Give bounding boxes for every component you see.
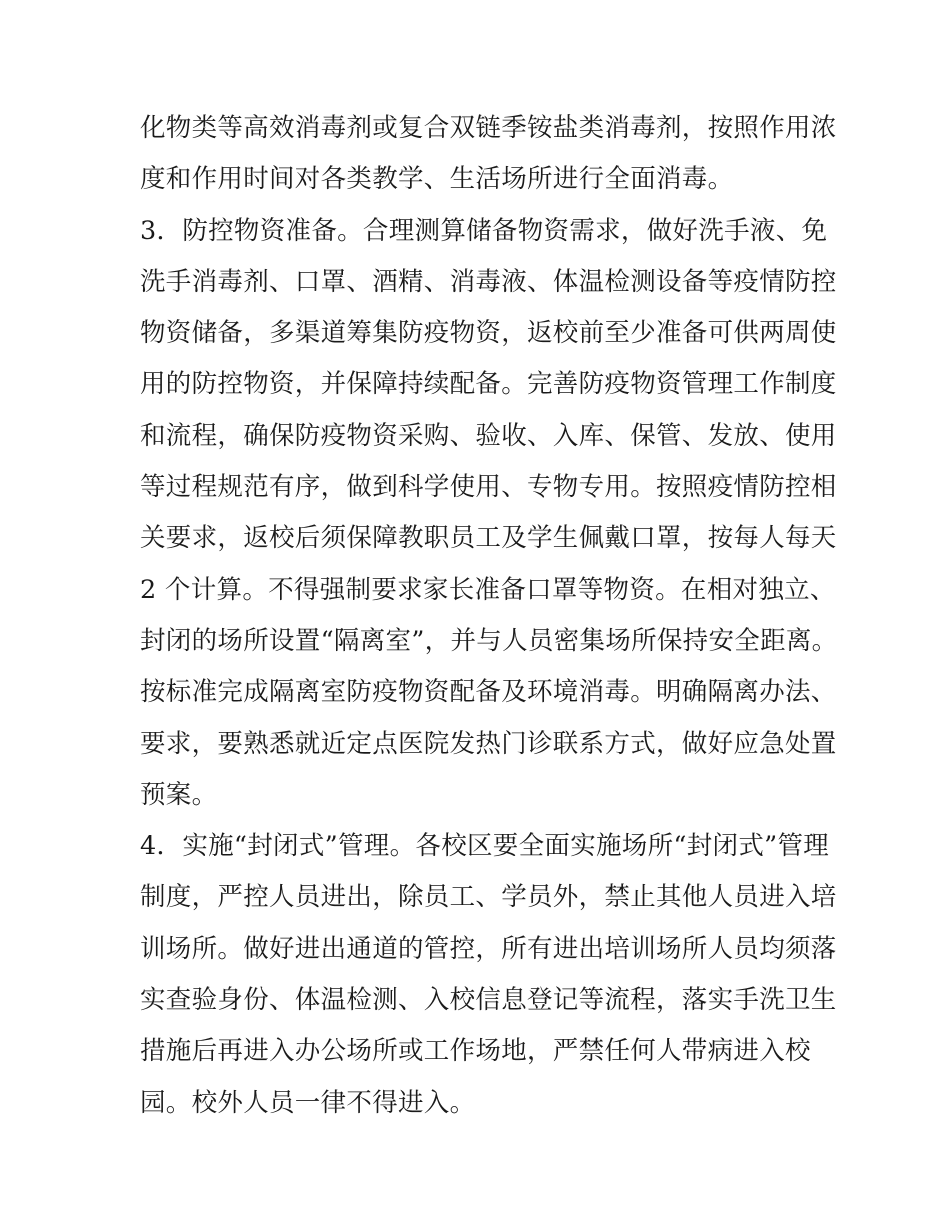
text-line: 化物类等高效消毒剂或复合双链季铵盐类消毒剂，按照作用浓 — [140, 113, 837, 143]
text-line: 园。校外人员一律不得进入。 — [140, 1087, 476, 1118]
text-line: 2 个计算。不得强制要求家长准备口罩等物资。在相对独立、 — [140, 574, 836, 605]
text-line: 预案。 — [140, 779, 218, 810]
text-line: 制度，严控人员进出，除员工、学员外，禁止其他人员进入培 — [140, 882, 837, 913]
text-line: 3．防控物资准备。合理测算储备物资需求，做好洗手液、免 — [140, 215, 828, 246]
text-line: 和流程，确保防疫物资采购、验收、入库、保管、发放、使用 — [140, 420, 837, 451]
text-line: 按标准完成隔离室防疫物资配备及环境消毒。明确隔离办法、 — [140, 677, 837, 708]
text-line: 措施后再进入办公场所或工作场地，严禁任何人带病进入校 — [140, 1036, 811, 1067]
text-line: 度和作用时间对各类教学、生活场所进行全面消毒。 — [140, 164, 734, 195]
text-line: 物资储备，多渠道筹集防疫物资，返校前至少准备可供两周使 — [140, 318, 837, 349]
text-line: 关要求，返校后须保障教职员工及学生佩戴口罩，按每人每天 — [140, 523, 837, 554]
text-line: 洗手消毒剂、口罩、酒精、消毒液、体温检测设备等疫情防控 — [140, 266, 837, 297]
body-text — [140, 103, 838, 1129]
text-line: 用的防控物资，并保障持续配备。完善防疫物资管理工作制度 — [140, 369, 837, 400]
text-line: 4．实施“封闭式”管理。各校区要全面实施场所“封闭式”管理 — [140, 831, 830, 862]
text-line: 封闭的场所设置“隔离室”，并与人员密集场所保持安全距离。 — [140, 625, 838, 656]
text-line: 等过程规范有序，做到科学使用、专物专用。按照疫情防控相 — [140, 472, 837, 503]
text-line: 实查验身份、体温检测、入校信息登记等流程，落实手洗卫生 — [140, 985, 837, 1016]
text-line: 要求，要熟悉就近定点医院发热门诊联系方式，做好应急处置 — [140, 728, 837, 759]
text-line: 训场所。做好进出通道的管控，所有进出培训场所人员均须落 — [140, 933, 837, 964]
